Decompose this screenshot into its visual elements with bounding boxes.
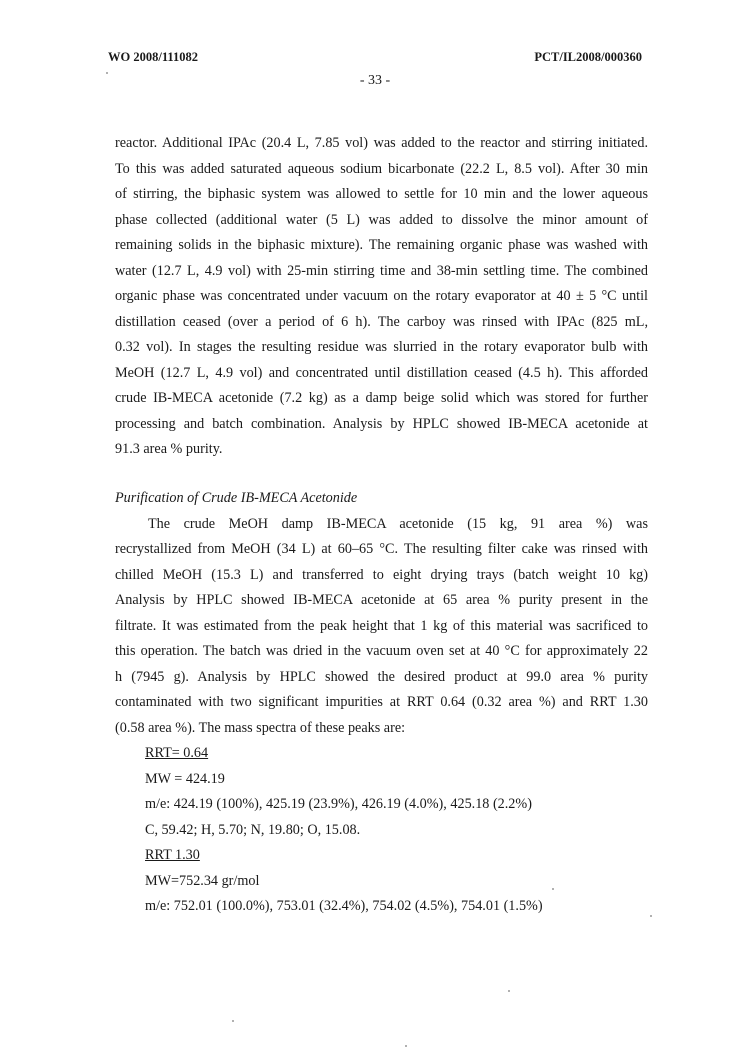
section-heading: Purification of Crude IB-MECA Acetonide xyxy=(115,490,358,506)
text-line: distillation ceased (over a period of 6 h). The carboy was rinsed with IPAc (825 mL, xyxy=(115,313,648,330)
publication-number: WO 2008/111082 xyxy=(108,50,198,64)
text-line: this operation. The batch was dried in the vacuum oven set at 40 °C for approximately 22 xyxy=(115,643,648,659)
text-line: 91.3 area % purity. xyxy=(115,441,223,457)
impurity-2-label: RRT 1.30 xyxy=(145,847,200,863)
scan-speck xyxy=(405,1045,407,1047)
text-line: h (7945 g). Analysis by HPLC showed the desired product at 99.0 area % purity xyxy=(115,668,648,685)
text-line: The crude MeOH damp IB-MECA acetonide (15 kg, 91 area %) was xyxy=(148,515,648,532)
paragraph-continuation xyxy=(115,131,648,463)
page-number: - 33 - xyxy=(359,73,391,88)
text-line: MeOH (12.7 L, 4.9 vol) and concentrated until distillation ceased (4.5 h). This afforded xyxy=(115,364,648,381)
text-line: recrystallized from MeOH (34 L) at 60–65 °C. The resulting filter cake was rinsed with xyxy=(115,541,648,557)
purification-section xyxy=(115,486,648,920)
impurity-2 xyxy=(115,843,648,869)
scan-speck xyxy=(508,990,510,992)
text-line: chilled MeOH (15.3 L) and transferred to eight drying trays (batch weight 10 kg) xyxy=(115,566,648,583)
text-line: of stirring, the biphasic system was allowed to settle for 10 min and the lower aqueous xyxy=(115,186,648,202)
text-line: 0.32 vol). In stages the resulting residue was slurried in the rotary evaporator bulb with xyxy=(115,339,648,355)
text-line: Analysis by HPLC showed IB-MECA acetonide at 65 area % purity present in the xyxy=(115,592,648,608)
impurity-1-mw: MW = 424.19 xyxy=(145,770,225,787)
text-line: processing and batch combination. Analysis by HPLC showed IB-MECA acetonide at xyxy=(115,415,648,432)
text-line: To this was added saturated aqueous sodium bicarbonate (22.2 L, 8.5 vol). After 30 min xyxy=(115,160,648,177)
text-line: filtrate. It was estimated from the peak height that 1 kg of this material was sacrificed to xyxy=(115,617,648,634)
scan-speck xyxy=(552,888,554,890)
text-line: remaining solids in the biphasic mixture). The remaining organic phase was washed with xyxy=(115,237,648,253)
scan-speck xyxy=(106,72,108,74)
text-line: reactor. Additional IPAc (20.4 L, 7.85 vol) was added to the reactor and stirring initiated. xyxy=(115,135,648,151)
text-line: (0.58 area %). The mass spectra of these peaks are: xyxy=(115,719,406,736)
impurity-2-mw: MW=752.34 gr/mol xyxy=(145,872,260,889)
impurity-1 xyxy=(115,741,648,767)
impurity-1-me: m/e: 424.19 (100%), 425.19 (23.9%), 426.19 (4.0%), 425.18 (2.2%) xyxy=(145,796,532,812)
scan-speck xyxy=(650,915,652,917)
impurity-1-label: RRT= 0.64 xyxy=(145,745,209,761)
text-line: organic phase was concentrated under vacuum on the rotary evaporator at 40 ± 5 °C until xyxy=(115,288,648,304)
text-line: crude IB-MECA acetonide (7.2 kg) as a damp beige solid which was stored for further xyxy=(115,390,648,406)
impurity-2-me: m/e: 752.01 (100.0%), 753.01 (32.4%), 754.02 (4.5%), 754.01 (1.5%) xyxy=(145,898,543,914)
text-line: water (12.7 L, 4.9 vol) with 25-min stirring time and 38-min settling time. The combined xyxy=(115,262,648,279)
scan-speck xyxy=(232,1020,234,1022)
application-number: PCT/IL2008/000360 xyxy=(534,50,642,64)
impurity-1-composition: C, 59.42; H, 5.70; N, 19.80; O, 15.08. xyxy=(145,821,361,838)
text-line: phase collected (additional water (5 L) was added to dissolve the minor amount of xyxy=(115,211,648,228)
text-line: contaminated with two significant impurities at RRT 0.64 (0.32 area %) and RRT 1.30 xyxy=(115,694,648,710)
